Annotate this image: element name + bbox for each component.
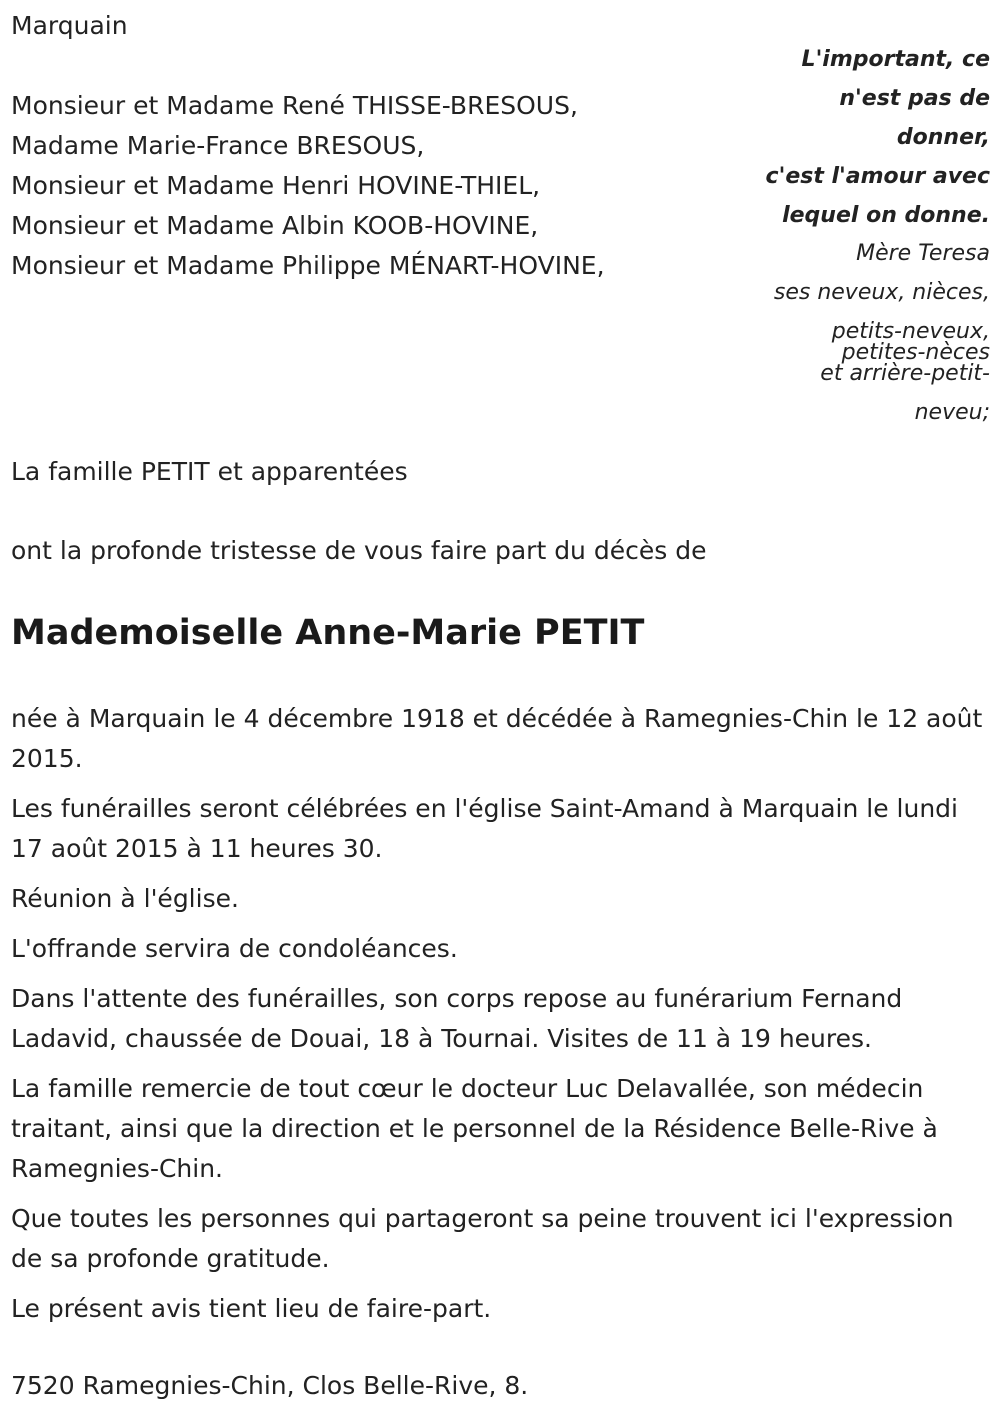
quote-line: lequel on donne.: [782, 203, 990, 228]
quote-line: n'est pas de: [839, 86, 990, 111]
meeting-paragraph: Réunion à l'église.: [11, 884, 239, 913]
location: Marquain: [11, 11, 128, 40]
relatives-block: [740, 273, 990, 433]
other-family: La famille PETIT et apparentées: [11, 457, 408, 486]
family-line: Monsieur et Madame Albin KOOB-HOVINE,: [11, 211, 539, 240]
spacer: [11, 46, 741, 86]
family-line: Madame Marie-France BRESOUS,: [11, 131, 425, 160]
family-line: Monsieur et Madame René THISSE-BRESOUS,: [11, 91, 578, 120]
family-line: Monsieur et Madame Henri HOVINE-THIEL,: [11, 171, 541, 200]
notice-paragraph: Le présent avis tient lieu de faire-part.: [11, 1294, 492, 1323]
details-block: [11, 699, 986, 1339]
thanks-paragraph: La famille remercie de tout cœur le docteur Luc Delavallée, son médecin traitant, ainsi que la direction et le personnel de la Résidence Belle-Rive à Ramegnies-Chin.: [11, 1074, 938, 1183]
relatives-line: et arrière-petit-: [820, 361, 990, 386]
relatives-line: petits-neveux,: [831, 319, 990, 344]
relatives-line: petites-nèces: [841, 340, 990, 365]
relatives-line: neveu;: [914, 400, 990, 425]
quote-author: Mère Teresa: [856, 241, 990, 266]
funerarium-paragraph: Dans l'attente des funérailles, son corps repose au funérarium Fernand Ladavid, chaussée de Douai, 18 à Tournai. Visites de 11 à 19 heures.: [11, 984, 903, 1053]
announcement-intro: ont la profonde tristesse de vous faire part du décès de: [11, 536, 707, 565]
funeral-paragraph: Les funérailles seront célébrées en l'église Saint-Amand à Marquain le lundi 17 août 2015 à 11 heures 30.: [11, 794, 958, 863]
quote-line: L'important, ce: [801, 47, 990, 72]
quote-block: [740, 40, 990, 433]
address: 7520 Ramegnies-Chin, Clos Belle-Rive, 8.: [11, 1371, 529, 1400]
gratitude-paragraph: Que toutes les personnes qui partageront sa peine trouvent ici l'expression de sa profonde gratitude.: [11, 1204, 954, 1273]
quote-line: donner,: [896, 125, 990, 150]
birth-death-paragraph: née à Marquain le 4 décembre 1918 et décédée à Ramegnies-Chin le 12 août 2015.: [11, 704, 983, 773]
quote-line: c'est l'amour avec: [765, 164, 990, 189]
family-line: Monsieur et Madame Philippe MÉNART-HOVINE,: [11, 251, 605, 280]
deceased-name: Mademoiselle Anne-Marie PETIT: [11, 613, 645, 653]
family-block: [11, 6, 741, 286]
offering-paragraph: L'offrande servira de condoléances.: [11, 934, 458, 963]
relatives-line: ses neveux, nièces,: [773, 280, 990, 305]
